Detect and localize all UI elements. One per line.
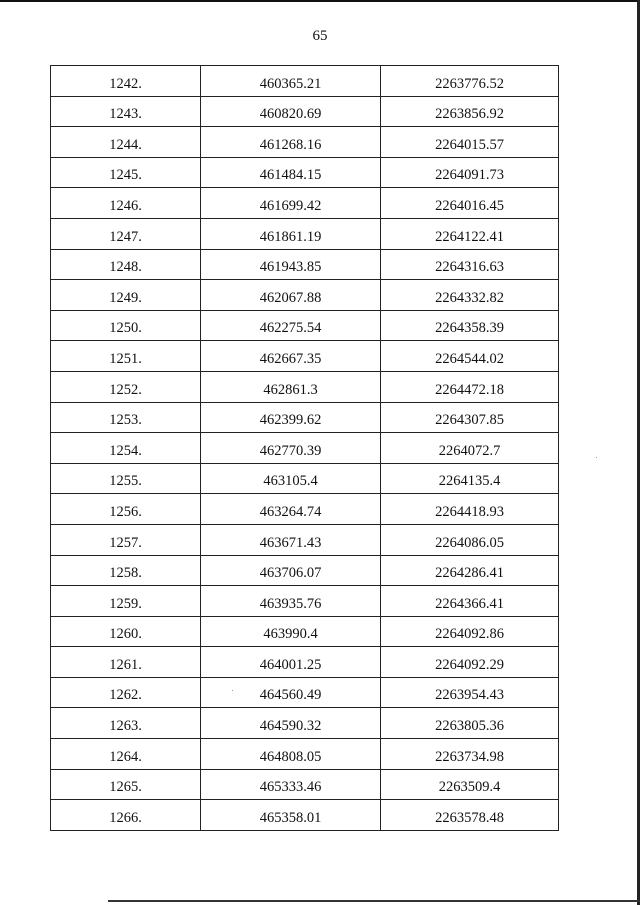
point-number-cell-text: 1262. [109, 687, 142, 704]
x-coordinate-cell-text: 462067.88 [259, 289, 322, 306]
y-coordinate-cell-text: 2263856.92 [435, 106, 504, 123]
y-coordinate-cell-text: 2264307.85 [435, 412, 504, 429]
x-coordinate-cell [201, 433, 381, 464]
point-number-cell [51, 157, 201, 188]
table-row [51, 708, 559, 739]
x-coordinate-cell-text: 465358.01 [259, 809, 322, 826]
x-coordinate-cell [201, 249, 381, 280]
x-coordinate-cell [201, 188, 381, 219]
y-coordinate-cell-text: 2264086.05 [435, 534, 504, 551]
x-coordinate-cell-text: 461699.42 [259, 197, 322, 214]
table-row [51, 310, 559, 341]
point-number-cell [51, 524, 201, 555]
point-number-cell [51, 739, 201, 770]
x-coordinate-cell-text: 463105.4 [263, 473, 318, 490]
x-coordinate-cell [201, 555, 381, 586]
x-coordinate-cell [201, 616, 381, 647]
x-coordinate-cell [201, 66, 381, 97]
y-coordinate-cell [381, 249, 559, 280]
point-number-cell [51, 708, 201, 739]
point-number-cell-text: 1252. [109, 381, 142, 398]
x-coordinate-cell [201, 402, 381, 433]
x-coordinate-cell [201, 524, 381, 555]
x-coordinate-cell-text: 461268.16 [259, 136, 322, 153]
y-coordinate-cell-text: 2264091.73 [435, 167, 504, 184]
table-row [51, 66, 559, 97]
x-coordinate-cell [201, 127, 381, 158]
table-row [51, 433, 559, 464]
x-coordinate-cell-text: 461861.19 [259, 228, 322, 245]
x-coordinate-cell-text: 463935.76 [259, 595, 322, 612]
x-coordinate-cell-text: 462399.62 [259, 412, 322, 429]
table-row [51, 769, 559, 800]
point-number-cell [51, 280, 201, 311]
point-number-cell-text: 1261. [109, 656, 142, 673]
table-row [51, 800, 559, 831]
x-coordinate-cell-text: 463264.74 [259, 503, 322, 520]
y-coordinate-cell [381, 494, 559, 525]
x-coordinate-cell-text: 463990.4 [263, 626, 318, 643]
table-row [51, 341, 559, 372]
y-coordinate-cell-text: 2263954.43 [435, 687, 504, 704]
point-number-cell-text: 1246. [109, 197, 142, 214]
x-coordinate-cell [201, 586, 381, 617]
x-coordinate-cell-text: 461943.85 [259, 259, 322, 276]
x-coordinate-cell-text: 464560.49 [259, 687, 322, 704]
table-row [51, 677, 559, 708]
x-coordinate-cell [201, 157, 381, 188]
y-coordinate-cell-text: 2264286.41 [435, 565, 504, 582]
x-coordinate-cell [201, 341, 381, 372]
point-number-cell [51, 402, 201, 433]
table-row [51, 371, 559, 402]
x-coordinate-cell [201, 647, 381, 678]
point-number-cell [51, 647, 201, 678]
y-coordinate-cell [381, 677, 559, 708]
table-row [51, 280, 559, 311]
x-coordinate-cell [201, 708, 381, 739]
table-row [51, 96, 559, 127]
y-coordinate-cell-text: 2264092.86 [435, 626, 504, 643]
table-row [51, 586, 559, 617]
table-row [51, 524, 559, 555]
x-coordinate-cell [201, 310, 381, 341]
scan-border-top [0, 0, 640, 2]
coordinates-table [50, 65, 559, 831]
point-number-cell-text: 1243. [109, 106, 142, 123]
table-row [51, 616, 559, 647]
point-number-cell-text: 1255. [109, 473, 142, 490]
x-coordinate-cell-text: 462275.54 [259, 320, 322, 337]
y-coordinate-cell [381, 96, 559, 127]
point-number-cell [51, 188, 201, 219]
table-row [51, 157, 559, 188]
y-coordinate-cell-text: 2264122.41 [435, 228, 504, 245]
table-row [51, 127, 559, 158]
y-coordinate-cell [381, 800, 559, 831]
page-number: 65 [312, 28, 328, 44]
point-number-cell [51, 494, 201, 525]
point-number-cell-text: 1249. [109, 289, 142, 306]
x-coordinate-cell [201, 769, 381, 800]
point-number-cell-text: 1248. [109, 259, 142, 276]
x-coordinate-cell [201, 280, 381, 311]
y-coordinate-cell-text: 2264092.29 [435, 656, 504, 673]
y-coordinate-cell-text: 2264418.93 [435, 503, 504, 520]
point-number-cell-text: 1244. [109, 136, 142, 153]
y-coordinate-cell [381, 188, 559, 219]
table-row [51, 555, 559, 586]
table-row [51, 739, 559, 770]
table-row [51, 463, 559, 494]
y-coordinate-cell [381, 310, 559, 341]
x-coordinate-cell [201, 800, 381, 831]
y-coordinate-cell [381, 127, 559, 158]
x-coordinate-cell-text: 464808.05 [259, 748, 322, 765]
x-coordinate-cell [201, 494, 381, 525]
scan-border-bottom [108, 900, 640, 902]
x-coordinate-cell-text: 461484.15 [259, 167, 322, 184]
y-coordinate-cell-text: 2264358.39 [435, 320, 504, 337]
y-coordinate-cell-text: 2264472.18 [435, 381, 504, 398]
scan-speck [232, 690, 233, 691]
y-coordinate-cell [381, 769, 559, 800]
point-number-cell [51, 616, 201, 647]
point-number-cell-text: 1263. [109, 718, 142, 735]
point-number-cell [51, 310, 201, 341]
x-coordinate-cell-text: 465333.46 [259, 779, 322, 796]
y-coordinate-cell [381, 66, 559, 97]
table-row [51, 647, 559, 678]
point-number-cell [51, 800, 201, 831]
point-number-cell-text: 1266. [109, 809, 142, 826]
point-number-cell [51, 371, 201, 402]
x-coordinate-cell-text: 463706.07 [259, 565, 322, 582]
x-coordinate-cell-text: 464001.25 [259, 656, 322, 673]
point-number-cell [51, 769, 201, 800]
y-coordinate-cell [381, 433, 559, 464]
y-coordinate-cell [381, 616, 559, 647]
x-coordinate-cell-text: 462861.3 [263, 381, 318, 398]
y-coordinate-cell-text: 2264316.63 [435, 259, 504, 276]
point-number-cell [51, 586, 201, 617]
point-number-cell [51, 66, 201, 97]
table-row [51, 218, 559, 249]
y-coordinate-cell [381, 218, 559, 249]
table-row [51, 249, 559, 280]
point-number-cell-text: 1265. [109, 779, 142, 796]
y-coordinate-cell-text: 2264332.82 [435, 289, 504, 306]
point-number-cell-text: 1260. [109, 626, 142, 643]
point-number-cell [51, 433, 201, 464]
y-coordinate-cell-text: 2263805.36 [435, 718, 504, 735]
table-row [51, 402, 559, 433]
y-coordinate-cell-text: 2264366.41 [435, 595, 504, 612]
point-number-cell [51, 555, 201, 586]
y-coordinate-cell-text: 2263734.98 [435, 748, 504, 765]
point-number-cell [51, 127, 201, 158]
x-coordinate-cell [201, 218, 381, 249]
x-coordinate-cell-text: 463671.43 [259, 534, 322, 551]
point-number-cell [51, 249, 201, 280]
x-coordinate-cell-text: 460820.69 [259, 106, 322, 123]
coordinates-table-body [51, 66, 559, 831]
x-coordinate-cell-text: 462770.39 [259, 442, 322, 459]
y-coordinate-cell-text: 2264135.4 [438, 473, 501, 490]
y-coordinate-cell-text: 2264016.45 [435, 197, 504, 214]
y-coordinate-cell [381, 739, 559, 770]
y-coordinate-cell [381, 157, 559, 188]
scan-speck [596, 457, 597, 458]
point-number-cell [51, 96, 201, 127]
y-coordinate-cell-text: 2264015.57 [435, 136, 504, 153]
point-number-cell-text: 1250. [109, 320, 142, 337]
y-coordinate-cell [381, 341, 559, 372]
x-coordinate-cell-text: 460365.21 [259, 75, 322, 92]
y-coordinate-cell-text: 2263776.52 [435, 75, 504, 92]
y-coordinate-cell [381, 280, 559, 311]
point-number-cell-text: 1242. [109, 75, 142, 92]
x-coordinate-cell [201, 739, 381, 770]
table-row [51, 188, 559, 219]
point-number-cell [51, 341, 201, 372]
x-coordinate-cell [201, 371, 381, 402]
point-number-cell-text: 1251. [109, 350, 142, 367]
y-coordinate-cell [381, 524, 559, 555]
x-coordinate-cell-text: 464590.32 [259, 718, 322, 735]
y-coordinate-cell-text: 2264544.02 [435, 350, 504, 367]
point-number-cell-text: 1264. [109, 748, 142, 765]
y-coordinate-cell [381, 463, 559, 494]
y-coordinate-cell-text: 2263509.4 [438, 779, 501, 796]
point-number-cell-text: 1257. [109, 534, 142, 551]
point-number-cell-text: 1253. [109, 412, 142, 429]
x-coordinate-cell-text: 462667.35 [259, 350, 322, 367]
point-number-cell-text: 1247. [109, 228, 142, 245]
y-coordinate-cell [381, 555, 559, 586]
point-number-cell-text: 1254. [109, 442, 142, 459]
y-coordinate-cell [381, 647, 559, 678]
table-row [51, 494, 559, 525]
x-coordinate-cell [201, 677, 381, 708]
y-coordinate-cell [381, 708, 559, 739]
point-number-cell [51, 218, 201, 249]
y-coordinate-cell [381, 371, 559, 402]
y-coordinate-cell [381, 402, 559, 433]
y-coordinate-cell-text: 2264072.7 [438, 442, 501, 459]
x-coordinate-cell [201, 96, 381, 127]
point-number-cell-text: 1258. [109, 565, 142, 582]
y-coordinate-cell [381, 586, 559, 617]
point-number-cell-text: 1256. [109, 503, 142, 520]
point-number-cell-text: 1259. [109, 595, 142, 612]
x-coordinate-cell [201, 463, 381, 494]
point-number-cell-text: 1245. [109, 167, 142, 184]
point-number-cell [51, 677, 201, 708]
y-coordinate-cell-text: 2263578.48 [435, 809, 504, 826]
point-number-cell [51, 463, 201, 494]
